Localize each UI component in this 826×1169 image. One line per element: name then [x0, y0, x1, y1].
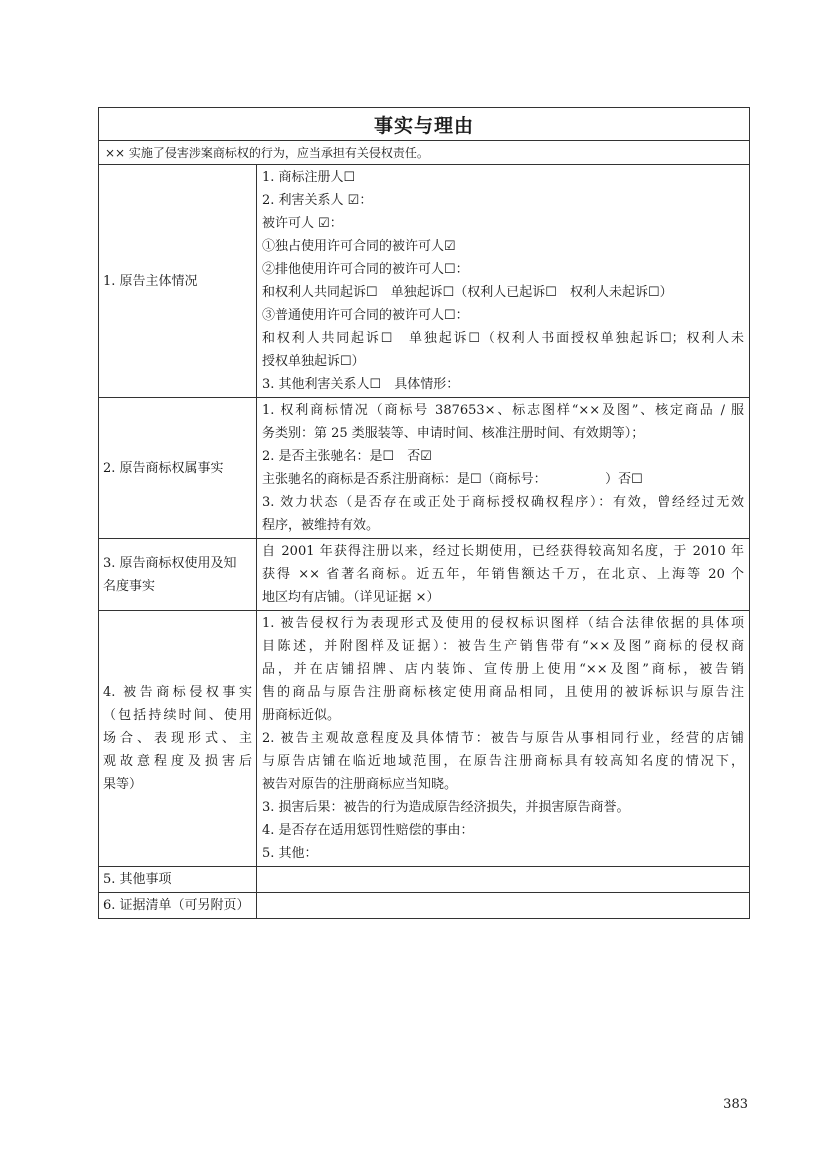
row-content-evidence-list — [257, 893, 750, 919]
row-label-plaintiff-subject: 1. 原告主体情况 — [99, 165, 257, 398]
table-row — [99, 893, 750, 919]
content-line: 授权单独起诉☐） — [262, 354, 365, 369]
content-line: ①独占使用许可合同的被许可人☑ — [262, 239, 456, 254]
label-line: 3. 原告商标权使用及知 — [103, 555, 237, 571]
label-line: （包括持续时间、使用 — [103, 708, 252, 723]
content-line: 5. 其他： — [262, 846, 318, 861]
row-label-trademark-use — [99, 539, 257, 611]
facts-and-reasons-table — [98, 107, 750, 919]
title-row — [99, 108, 750, 141]
content-line: 售的商品与原告注册商标核定使用商品相同，且使用的被诉标识与原告注 — [262, 685, 745, 700]
table-row — [99, 398, 750, 539]
row-content-trademark-ownership — [257, 398, 750, 539]
content-line: 4. 是否存在适用惩罚性赔偿的事由： — [262, 823, 474, 838]
intro-row — [99, 141, 750, 165]
content-line: 自 2001 年获得注册以来，经过长期使用，已经获得较高知名度，于 2010 年 — [262, 544, 745, 559]
content-line: 地区均有店铺。（详见证据 ×） — [262, 590, 440, 605]
label-line: 果等） — [103, 777, 143, 792]
content-line: 3. 损害后果：被告的行为造成原告经济损失，并损害原告商誉。 — [262, 800, 630, 815]
content-line: 和权利人共同起诉☐ 单独起诉☐（权利人已起诉☐ 权利人未起诉☐） — [262, 285, 673, 300]
content-line: 1. 权利商标情况（商标号 387653×、标志图样“××及图”、核定商品 / 服 — [262, 403, 745, 418]
row-content-other-matters — [257, 867, 750, 893]
content-line: 1. 商标注册人☐ — [262, 170, 356, 185]
content-line: 和权利人共同起诉☐ 单独起诉☐（权利人书面授权单独起诉☐；权利人未 — [262, 331, 745, 346]
row-label-other-matters: 5. 其他事项 — [99, 867, 257, 893]
content-line: 品，并在店铺招牌、店内装饰、宣传册上使用“××及图”商标，被告销 — [262, 662, 745, 677]
table-row — [99, 539, 750, 611]
content-line: 目陈述，并附图样及证据）：被告生产销售带有“××及图”商标的侵权商 — [262, 639, 745, 654]
intro-text: ×× 实施了侵害涉案商标权的行为，应当承担有关侵权责任。 — [99, 141, 750, 165]
label-line: 名度事实 — [103, 578, 156, 594]
content-line: ③普通使用许可合同的被许可人☐： — [262, 308, 469, 323]
content-line: 2. 利害关系人 ☑： — [262, 193, 373, 208]
row-content-infringement-facts — [257, 611, 750, 867]
content-line: 1. 被告侵权行为表现形式及使用的侵权标识图样（结合法律依据的具体项 — [262, 616, 745, 631]
table-row — [99, 165, 750, 398]
row-label-evidence-list: 6. 证据清单（可另附页） — [99, 893, 257, 919]
row-label-trademark-ownership: 2. 原告商标权属事实 — [99, 398, 257, 539]
content-line: 3. 其他利害关系人☐ 具体情形： — [262, 377, 460, 392]
table-title: 事实与理由 — [99, 108, 750, 141]
table-row — [99, 611, 750, 867]
content-line: 务类别：第 25 类服装等、申请时间、核准注册时间、有效期等）； — [262, 426, 645, 441]
row-content-plaintiff-subject — [257, 165, 750, 398]
row-label-infringement-facts — [99, 611, 257, 867]
content-line: 2. 是否主张驰名：是☐ 否☑ — [262, 449, 432, 464]
content-line: 被告对原告的注册商标应当知晓。 — [262, 777, 458, 792]
label-line: 4. 被告商标侵权事实 — [103, 685, 252, 700]
content-line: 与原告店铺在临近地域范围，在原告注册商标具有较高知名度的情况下， — [262, 754, 745, 769]
content-line: 2. 被告主观故意程度及具体情节：被告与原告从事相同行业，经营的店铺 — [262, 731, 745, 746]
content-line: 获得 ×× 省著名商标。近五年，年销售额达千万，在北京、上海等 20 个 — [262, 567, 745, 582]
label-line: 场合、表现形式、主 — [103, 731, 252, 746]
row-content-trademark-use — [257, 539, 750, 611]
content-line: 主张驰名的商标是否系注册商标：是☐（商标号： ）否☐ — [262, 472, 643, 487]
label-line: 观故意程度及损害后 — [103, 754, 252, 769]
table-row — [99, 867, 750, 893]
page-number: 383 — [723, 1097, 748, 1112]
content-line: 被许可人 ☑： — [262, 216, 343, 231]
content-line: 册商标近似。 — [262, 708, 341, 723]
content-line: ②排他使用许可合同的被许可人☐： — [262, 262, 469, 277]
content-line: 3. 效力状态（是否存在或正处于商标授权确权程序）：有效，曾经经过无效 — [262, 495, 745, 510]
content-line: 程序，被维持有效。 — [262, 518, 380, 533]
